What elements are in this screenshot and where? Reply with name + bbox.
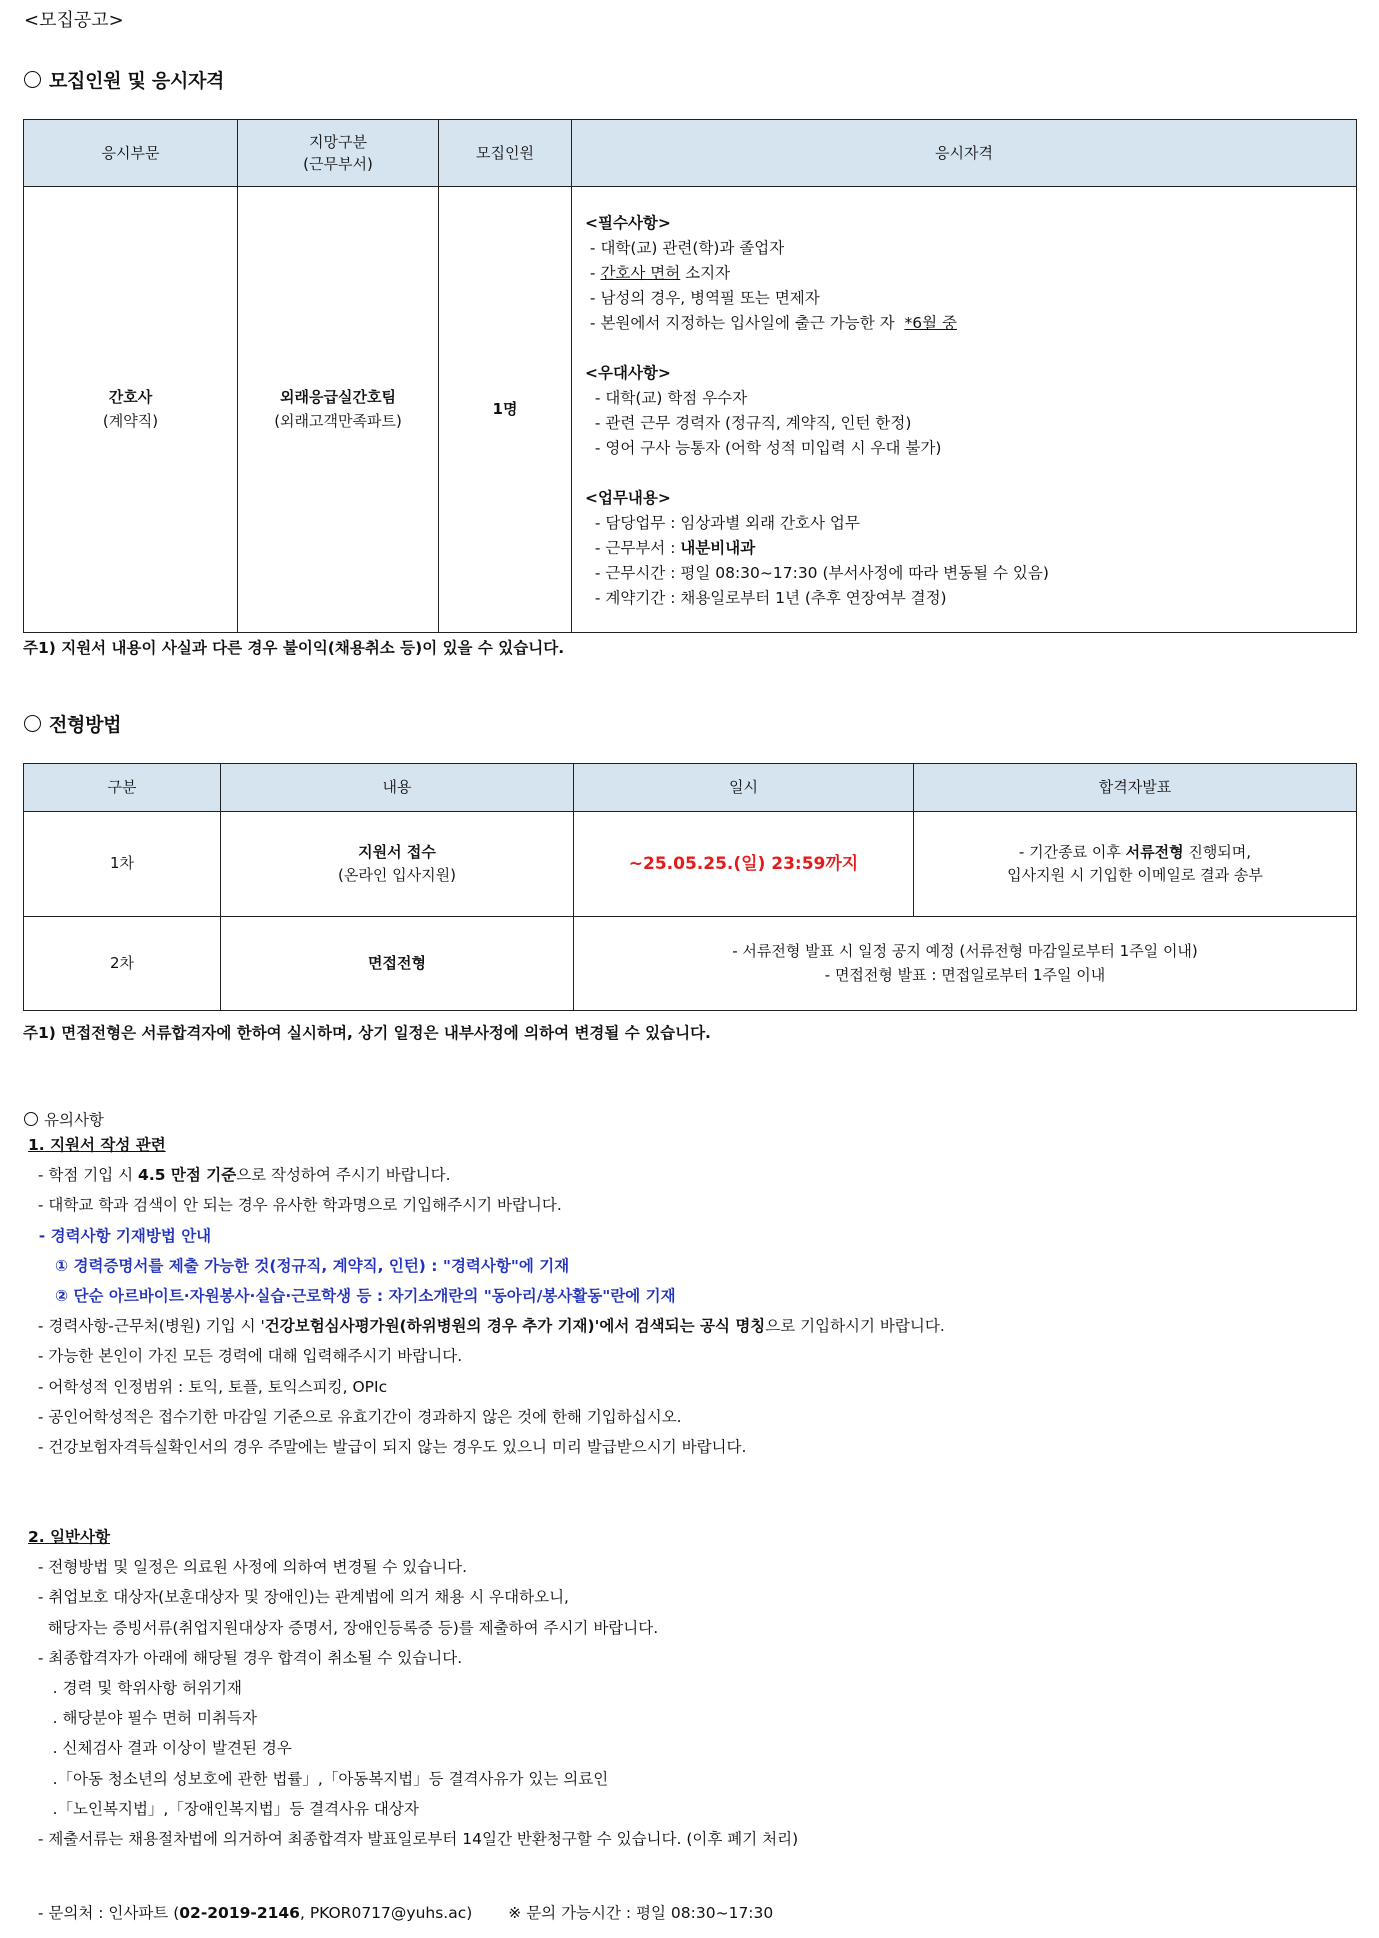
content-1-sub: (온라인 입사지원) xyxy=(338,866,456,884)
notice-item: - 취업보호 대상자(보훈대상자 및 장애인)는 관계법에 의거 채용 시 우대하오니, xyxy=(28,1588,569,1607)
cell-dept xyxy=(24,187,238,633)
notice-item: - 건강보험자격득실확인서의 경우 주말에는 발급이 되지 않는 경우도 있으니 미리 발급받으시기 바랍니다. xyxy=(28,1438,747,1457)
notice-item: - 제출서류는 채용절차법에 의거하여 최종합격자 발표일로부터 14일간 반환청구할 수 있습니다. (이후 폐기 처리) xyxy=(28,1830,799,1849)
content-1 xyxy=(221,812,574,917)
result-2 xyxy=(574,917,1357,1011)
preferred-item: - 관련 근무 경력자 (정규직, 계약직, 인턴 한정) xyxy=(585,414,912,432)
recruitment-table xyxy=(23,119,1357,633)
section-selection-heading: 전형방법 xyxy=(24,710,121,737)
required-item: - 대학(교) 관련(학)과 졸업자 xyxy=(585,239,785,257)
required-heading: <필수사항> xyxy=(585,214,671,232)
notice-career-2: ② 단순 아르바이트·자원봉사·실습·근로학생 등 : 자기소개란의 "동아리/봉사활동"란에 기재 xyxy=(28,1287,676,1306)
notice-item: - 대학교 학과 검색이 안 되는 경우 유사한 학과명으로 기입해주시기 바랍니다. xyxy=(28,1196,562,1215)
contact-phone: 02-2019-2146 xyxy=(179,1904,300,1922)
dept-name: 간호사 xyxy=(108,388,153,407)
deadline-date: ~25.05.25.(일) 23:59까지 xyxy=(574,812,914,917)
circle-bullet-icon xyxy=(24,71,41,88)
notice-item: 해당자는 증빙서류(취업지원대상자 증명서, 장애인등록증 등)를 제출하여 주시기 바랍니다. xyxy=(28,1618,659,1637)
notice-item: .「아동 청소년의 성보호에 관한 법률」,「아동복지법」등 결격사유가 있는 의료인 xyxy=(28,1769,609,1788)
header-stage: 구분 xyxy=(24,764,221,812)
header-count: 모집인원 xyxy=(439,120,572,187)
content-1-title: 지원서 접수 xyxy=(358,842,436,861)
notice-item: - 공인어학성적은 접수기한 마감일 기준으로 유효기간이 경과하지 않은 것에 한해 기입하십시오. xyxy=(28,1407,682,1426)
duty-item: - 담당업무 : 임상과별 외래 간호사 업무 xyxy=(585,514,860,532)
circle-bullet-icon xyxy=(24,1112,38,1126)
license-text: 간호사 면허 xyxy=(600,264,681,282)
header-team: 지망구분 (근무부서) xyxy=(238,120,439,187)
notice-sub1-heading: 1. 지원서 작성 관련 xyxy=(28,1136,166,1154)
notice-item: . 경력 및 학위사항 허위기재 xyxy=(28,1679,242,1698)
notice-item: . 해당분야 필수 면허 미취득자 xyxy=(28,1709,257,1728)
header-result: 합격자발표 xyxy=(914,764,1357,812)
notice-application-block xyxy=(28,1130,945,1462)
preferred-item: - 대학(교) 학점 우수자 xyxy=(585,389,748,407)
cell-count: 1명 xyxy=(439,187,572,633)
notice-item: .「노인복지법」,「장애인복지법」등 결격사유 대상자 xyxy=(28,1799,419,1818)
notice-item: - 학점 기입 시 4.5 만점 기준으로 작성하여 주시기 바랍니다. xyxy=(28,1166,451,1185)
notice-general-block xyxy=(28,1522,798,1854)
duty-item: - 근무시간 : 평일 08:30~17:30 (부서사정에 따라 변동될 수 있음) xyxy=(585,564,1049,582)
section-recruitment-heading: 모집인원 및 응시자격 xyxy=(24,66,224,93)
duty-item: - 근무부서 : 내분비내과 xyxy=(585,539,756,557)
header-dept: 응시부문 xyxy=(24,120,238,187)
notice-item: . 신체검사 결과 이상이 발견된 경우 xyxy=(28,1739,292,1758)
content-2: 면접전형 xyxy=(221,917,574,1011)
selection-table xyxy=(23,763,1357,1011)
contact-line: - 문의처 : 인사파트 (02-2019-2146, PKOR0717@yuhs.ac) ※ 문의 가능시간 : 평일 08:30~17:30 xyxy=(28,1904,774,1922)
notice-item: - 경력사항-근무처(병원) 기입 시 '건강보험심사평가원(하위병원의 경우 추가 기재)'에서 검색되는 공식 명칭으로 기입하시기 바랍니다. xyxy=(28,1317,945,1336)
duty-item: - 계약기간 : 채용일로부터 1년 (추후 연장여부 결정) xyxy=(585,589,947,607)
notice-item: - 전형방법 및 일정은 의료원 사정에 의하여 변경될 수 있습니다. xyxy=(28,1558,468,1577)
header-qualification: 응시자격 xyxy=(572,120,1357,187)
page-title: <모집공고> xyxy=(24,10,124,31)
notice-career-1: ① 경력증명서를 제출 가능한 것(정규직, 계약직, 인턴) : "경력사항"에 기재 xyxy=(28,1256,570,1275)
team-name: 외래응급실간호팀 xyxy=(280,388,396,407)
cell-qualification xyxy=(572,187,1357,633)
duty-department: 내분비내과 xyxy=(680,539,756,557)
result-2-line2: - 면접전형 발표 : 면접일로부터 1주일 이내 xyxy=(824,965,1106,984)
result-2-line1: - 서류전형 발표 시 일정 공지 예정 (서류전형 마감일로부터 1주일 이내) xyxy=(732,942,1198,961)
notice-item: - 최종합격자가 아래에 해당될 경우 합격이 취소될 수 있습니다. xyxy=(28,1648,463,1667)
required-item: - 간호사 면허 소지자 xyxy=(585,264,731,282)
circle-bullet-icon xyxy=(24,715,41,732)
stage-1: 1차 xyxy=(24,812,221,917)
contact-hours: ※ 문의 가능시간 : 평일 08:30~17:30 xyxy=(508,1904,774,1922)
result-1-line2: 입사지원 시 기입한 이메일로 결과 송부 xyxy=(1007,866,1263,884)
team-part: (외래고객만족파트) xyxy=(274,411,402,430)
recruitment-note: 주1) 지원서 내용이 사실과 다른 경우 불이익(채용취소 등)이 있을 수 있습니다. xyxy=(23,639,565,657)
result-1 xyxy=(914,812,1357,917)
notice-sub2-heading: 2. 일반사항 xyxy=(28,1528,110,1546)
preferred-item: - 영어 구사 능통자 (어학 성적 미입력 시 우대 불가) xyxy=(585,439,942,457)
duty-heading: <업무내용> xyxy=(585,489,671,507)
cell-team xyxy=(238,187,439,633)
selection-note: 주1) 면접전형은 서류합격자에 한하여 실시하며, 상기 일정은 내부사정에 의하여 변경될 수 있습니다. xyxy=(23,1024,711,1042)
required-item: - 본원에서 지정하는 입사일에 출근 가능한 자 *6월 중 xyxy=(585,314,957,332)
result-1-line1: - 기간종료 이후 서류전형 진행되며, xyxy=(1018,842,1252,861)
notice-item: - 어학성적 인정범위 : 토익, 토플, 토익스피킹, OPIc xyxy=(28,1377,388,1396)
section-notice-heading: 유의사항 xyxy=(24,1108,104,1130)
preferred-heading: <우대사항> xyxy=(585,364,671,382)
start-month: *6월 중 xyxy=(904,314,957,332)
notice-career-guide: - 경력사항 기재방법 안내 xyxy=(28,1226,212,1245)
stage-2: 2차 xyxy=(24,917,221,1011)
dept-type: (계약직) xyxy=(102,411,159,430)
notice-item: - 가능한 본인이 가진 모든 경력에 대해 입력해주시기 바랍니다. xyxy=(28,1347,463,1366)
contact-email: , PKOR0717@yuhs.ac) xyxy=(299,1904,473,1922)
header-date: 일시 xyxy=(574,764,914,812)
header-content: 내용 xyxy=(221,764,574,812)
required-item: - 남성의 경우, 병역필 또는 면제자 xyxy=(585,289,820,307)
